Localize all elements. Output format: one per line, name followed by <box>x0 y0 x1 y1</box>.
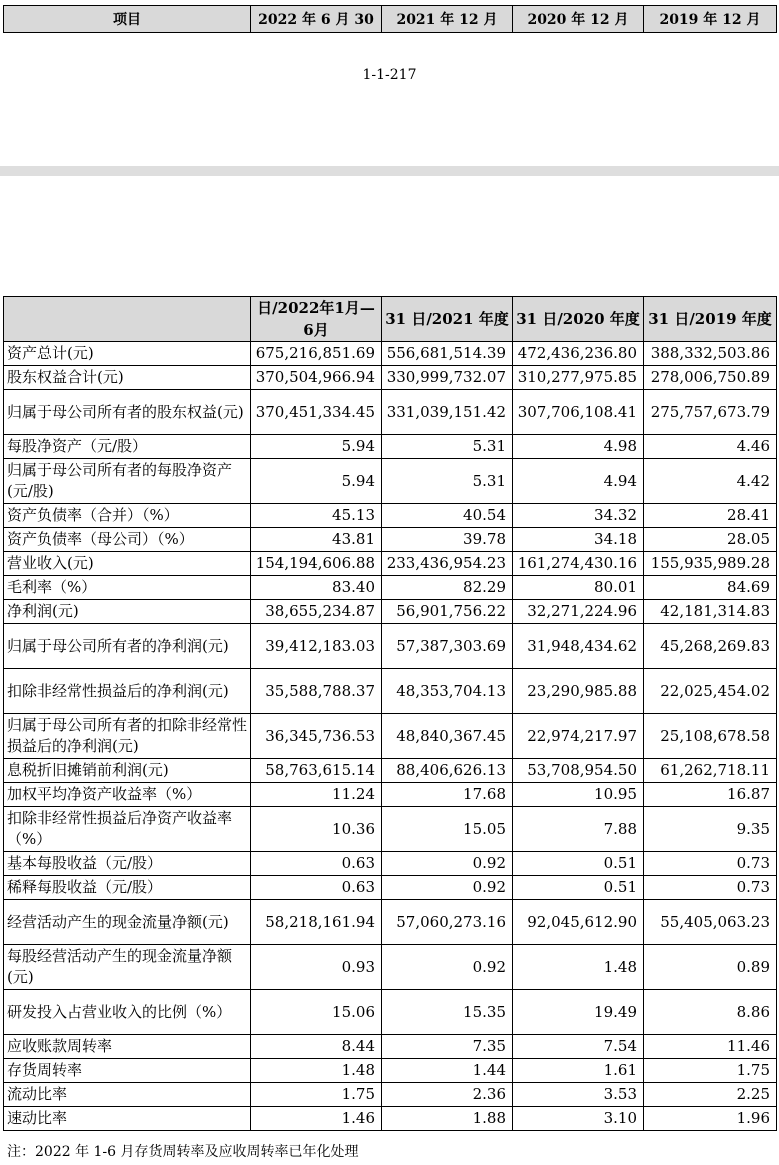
row-label: 存货周转率 <box>4 1059 251 1083</box>
value-cell: 15.05 <box>382 807 513 852</box>
value-cell: 39.78 <box>382 528 513 552</box>
header-cell-2019: 31 日/2019 年度 <box>644 297 777 342</box>
table-row <box>4 342 777 366</box>
page-number: 1-1-217 <box>362 67 417 83</box>
value-cell: 31,948,434.62 <box>513 624 644 669</box>
table-row <box>4 669 777 714</box>
header-cell-item <box>4 297 251 342</box>
table-row <box>4 783 777 807</box>
top-header-table <box>3 5 777 33</box>
value-cell: 556,681,514.39 <box>382 342 513 366</box>
value-cell: 155,935,989.28 <box>644 552 777 576</box>
table-row <box>4 945 777 990</box>
row-label: 资产总计(元) <box>4 342 251 366</box>
value-cell: 0.73 <box>644 852 777 876</box>
value-cell: 154,194,606.88 <box>251 552 382 576</box>
value-cell: 161,274,430.16 <box>513 552 644 576</box>
table-row <box>4 1107 777 1131</box>
value-cell: 0.89 <box>644 945 777 990</box>
value-cell: 88,406,626.13 <box>382 759 513 783</box>
value-cell: 80.01 <box>513 576 644 600</box>
row-label: 归属于母公司所有者的扣除非经常性损益后的净利润(元) <box>4 714 251 759</box>
table-row <box>4 624 777 669</box>
value-cell: 7.35 <box>382 1035 513 1059</box>
value-cell: 9.35 <box>644 807 777 852</box>
table-row <box>4 504 777 528</box>
header-cell-2021: 31 日/2021 年度 <box>382 297 513 342</box>
value-cell: 330,999,732.07 <box>382 366 513 390</box>
row-label: 每股经营活动产生的现金流量净额(元) <box>4 945 251 990</box>
top-header-cell-2019: 2019 年 12 月 <box>644 6 777 33</box>
value-cell: 17.68 <box>382 783 513 807</box>
value-cell: 19.49 <box>513 990 644 1035</box>
value-cell: 310,277,975.85 <box>513 366 644 390</box>
value-cell: 11.24 <box>251 783 382 807</box>
value-cell: 2.36 <box>382 1083 513 1107</box>
value-cell: 1.48 <box>513 945 644 990</box>
top-header-cell-item: 项目 <box>4 6 251 33</box>
page-separator <box>0 166 779 176</box>
table-row <box>4 366 777 390</box>
value-cell: 1.44 <box>382 1059 513 1083</box>
value-cell: 0.93 <box>251 945 382 990</box>
value-cell: 1.96 <box>644 1107 777 1131</box>
value-cell: 472,436,236.80 <box>513 342 644 366</box>
value-cell: 0.63 <box>251 876 382 900</box>
value-cell: 0.63 <box>251 852 382 876</box>
value-cell: 307,706,108.41 <box>513 390 644 435</box>
value-cell: 1.75 <box>251 1083 382 1107</box>
value-cell: 5.31 <box>382 459 513 504</box>
value-cell: 58,218,161.94 <box>251 900 382 945</box>
value-cell: 11.46 <box>644 1035 777 1059</box>
value-cell: 7.54 <box>513 1035 644 1059</box>
value-cell: 0.73 <box>644 876 777 900</box>
value-cell: 34.18 <box>513 528 644 552</box>
table-row <box>4 1035 777 1059</box>
value-cell: 53,708,954.50 <box>513 759 644 783</box>
value-cell: 1.48 <box>251 1059 382 1083</box>
value-cell: 675,216,851.69 <box>251 342 382 366</box>
table-header-row <box>4 297 777 342</box>
row-label: 毛利率（%） <box>4 576 251 600</box>
value-cell: 331,039,151.42 <box>382 390 513 435</box>
value-cell: 28.41 <box>644 504 777 528</box>
value-cell: 48,840,367.45 <box>382 714 513 759</box>
value-cell: 15.06 <box>251 990 382 1035</box>
header-cell-2022: 日/2022年1月—6月 <box>251 297 382 342</box>
value-cell: 5.94 <box>251 459 382 504</box>
value-cell: 45,268,269.83 <box>644 624 777 669</box>
row-label: 基本每股收益（元/股） <box>4 852 251 876</box>
value-cell: 84.69 <box>644 576 777 600</box>
value-cell: 57,387,303.69 <box>382 624 513 669</box>
value-cell: 233,436,954.23 <box>382 552 513 576</box>
value-cell: 8.86 <box>644 990 777 1035</box>
value-cell: 45.13 <box>251 504 382 528</box>
table-row <box>4 390 777 435</box>
table-row <box>4 1059 777 1083</box>
value-cell: 83.40 <box>251 576 382 600</box>
row-label: 经营活动产生的现金流量净额(元) <box>4 900 251 945</box>
table-body <box>4 342 777 1131</box>
value-cell: 10.95 <box>513 783 644 807</box>
value-cell: 38,655,234.87 <box>251 600 382 624</box>
value-cell: 23,290,985.88 <box>513 669 644 714</box>
table-row <box>4 435 777 459</box>
value-cell: 5.31 <box>382 435 513 459</box>
value-cell: 35,588,788.37 <box>251 669 382 714</box>
value-cell: 22,025,454.02 <box>644 669 777 714</box>
value-cell: 42,181,314.83 <box>644 600 777 624</box>
top-header-row <box>4 6 777 33</box>
value-cell: 0.51 <box>513 852 644 876</box>
value-cell: 28.05 <box>644 528 777 552</box>
value-cell: 43.81 <box>251 528 382 552</box>
value-cell: 40.54 <box>382 504 513 528</box>
financial-indicators-table <box>3 296 777 1131</box>
value-cell: 0.92 <box>382 852 513 876</box>
row-label: 研发投入占营业收入的比例（%） <box>4 990 251 1035</box>
table-row <box>4 600 777 624</box>
row-label: 每股净资产（元/股） <box>4 435 251 459</box>
value-cell: 275,757,673.79 <box>644 390 777 435</box>
row-label: 资产负债率（合并）（%） <box>4 504 251 528</box>
value-cell: 2.25 <box>644 1083 777 1107</box>
table-row <box>4 576 777 600</box>
row-label: 扣除非经常性损益后净资产收益率（%） <box>4 807 251 852</box>
value-cell: 48,353,704.13 <box>382 669 513 714</box>
value-cell: 370,504,966.94 <box>251 366 382 390</box>
footnote: 注：2022 年 1-6 月存货周转率及应收周转率已年化处理 <box>7 1144 359 1160</box>
row-label: 归属于母公司所有者的股东权益(元) <box>4 390 251 435</box>
table-row <box>4 759 777 783</box>
value-cell: 278,006,750.89 <box>644 366 777 390</box>
value-cell: 0.51 <box>513 876 644 900</box>
value-cell: 4.46 <box>644 435 777 459</box>
value-cell: 58,763,615.14 <box>251 759 382 783</box>
row-label: 速动比率 <box>4 1107 251 1131</box>
table-row <box>4 807 777 852</box>
header-cell-2020: 31 日/2020 年度 <box>513 297 644 342</box>
value-cell: 4.98 <box>513 435 644 459</box>
row-label: 归属于母公司所有者的净利润(元) <box>4 624 251 669</box>
value-cell: 1.46 <box>251 1107 382 1131</box>
value-cell: 39,412,183.03 <box>251 624 382 669</box>
value-cell: 1.61 <box>513 1059 644 1083</box>
row-label: 应收账款周转率 <box>4 1035 251 1059</box>
value-cell: 4.94 <box>513 459 644 504</box>
table-row <box>4 459 777 504</box>
value-cell: 82.29 <box>382 576 513 600</box>
top-header-cell-2021: 2021 年 12 月 <box>382 6 513 33</box>
value-cell: 0.92 <box>382 876 513 900</box>
top-header-cell-2022: 2022 年 6 月 30 <box>251 6 382 33</box>
value-cell: 56,901,756.22 <box>382 600 513 624</box>
table-row <box>4 852 777 876</box>
value-cell: 1.75 <box>644 1059 777 1083</box>
top-header-cell-2020: 2020 年 12 月 <box>513 6 644 33</box>
value-cell: 22,974,217.97 <box>513 714 644 759</box>
row-label: 息税折旧摊销前利润(元) <box>4 759 251 783</box>
value-cell: 34.32 <box>513 504 644 528</box>
value-cell: 10.36 <box>251 807 382 852</box>
value-cell: 57,060,273.16 <box>382 900 513 945</box>
value-cell: 61,262,718.11 <box>644 759 777 783</box>
table-row <box>4 528 777 552</box>
value-cell: 3.53 <box>513 1083 644 1107</box>
value-cell: 7.88 <box>513 807 644 852</box>
value-cell: 1.88 <box>382 1107 513 1131</box>
value-cell: 55,405,063.23 <box>644 900 777 945</box>
table-row <box>4 1083 777 1107</box>
row-label: 加权平均净资产收益率（%） <box>4 783 251 807</box>
row-label: 归属于母公司所有者的每股净资产(元/股) <box>4 459 251 504</box>
value-cell: 3.10 <box>513 1107 644 1131</box>
row-label: 净利润(元) <box>4 600 251 624</box>
value-cell: 32,271,224.96 <box>513 600 644 624</box>
table-row <box>4 876 777 900</box>
row-label: 股东权益合计(元) <box>4 366 251 390</box>
table-row <box>4 714 777 759</box>
table-row <box>4 990 777 1035</box>
value-cell: 16.87 <box>644 783 777 807</box>
value-cell: 36,345,736.53 <box>251 714 382 759</box>
row-label: 资产负债率（母公司）（%） <box>4 528 251 552</box>
value-cell: 370,451,334.45 <box>251 390 382 435</box>
value-cell: 8.44 <box>251 1035 382 1059</box>
value-cell: 5.94 <box>251 435 382 459</box>
value-cell: 388,332,503.86 <box>644 342 777 366</box>
value-cell: 0.92 <box>382 945 513 990</box>
value-cell: 25,108,678.58 <box>644 714 777 759</box>
table-row <box>4 552 777 576</box>
value-cell: 15.35 <box>382 990 513 1035</box>
value-cell: 92,045,612.90 <box>513 900 644 945</box>
value-cell: 4.42 <box>644 459 777 504</box>
table-row <box>4 900 777 945</box>
row-label: 营业收入(元) <box>4 552 251 576</box>
row-label: 扣除非经常性损益后的净利润(元) <box>4 669 251 714</box>
row-label: 流动比率 <box>4 1083 251 1107</box>
row-label: 稀释每股收益（元/股） <box>4 876 251 900</box>
